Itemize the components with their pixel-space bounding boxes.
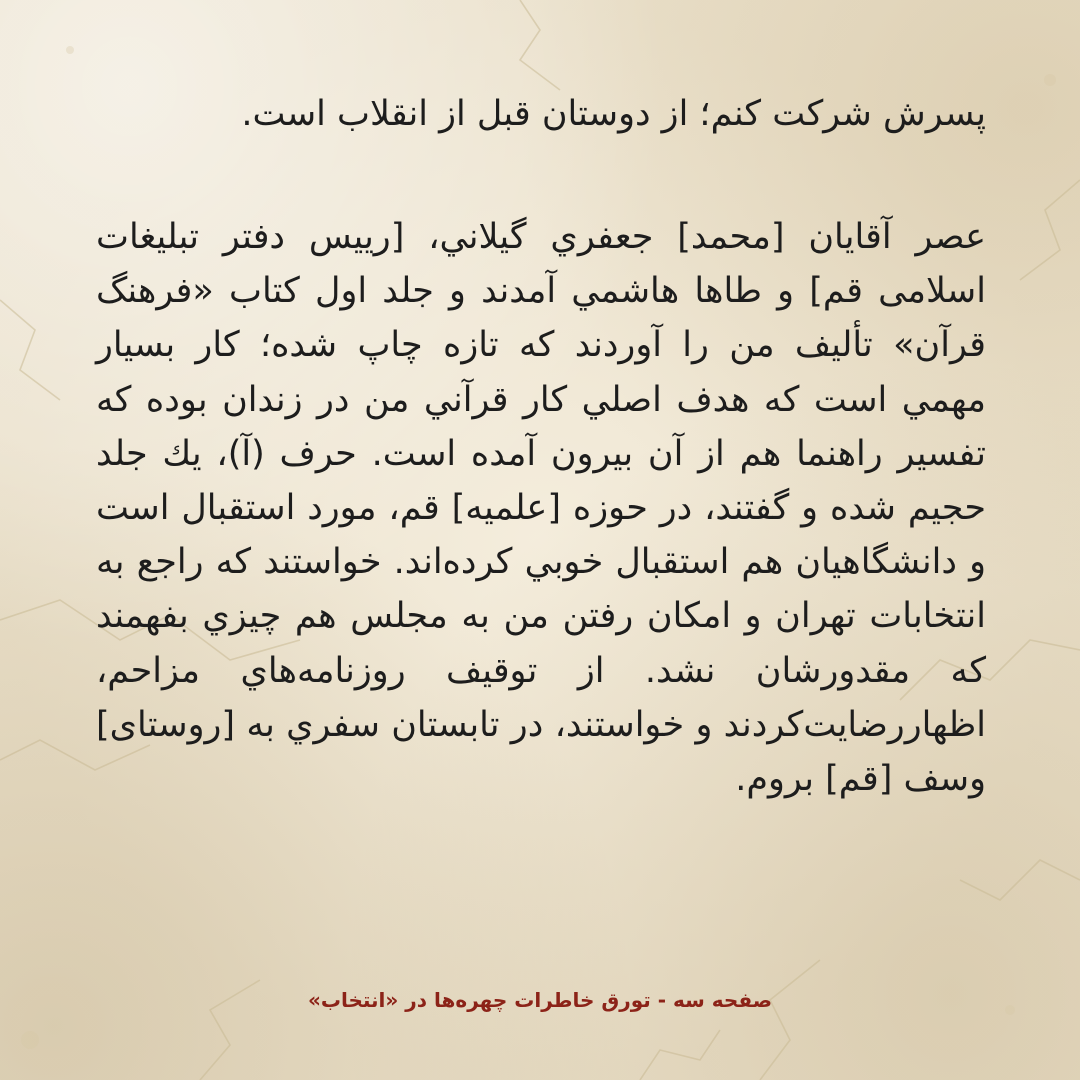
body-paragraph: عصر آقایان [محمد] جعفري گیلاني، [رییس دفتر تبلیغات اسلامی قم] و طاها هاشمي آمدند و جلد اول کتاب «فرهنگ قرآن» تألیف من را آوردند که تازه چاپ شده؛ کار بسیار مهمي است که هدف اصلي کار قرآني من در زندان بوده که تفسیر راهنما هم از آن بیرون آمده است. حرف (آ)، یك جلد حجیم شده و گفتند، در حوزه [علمیه] قم، مورد استقبال است و دانشگاهیان هم استقبال خوبي کرده‌اند. خواستند که راجع به انتخابات تهران و امکان رفتن من به مجلس هم چیزي بفهمند که مقدورشان نشد. از توقیف روزنامه‌هاي مزاحم، اظهاررضایت‌کردند و خواستند، در تابستان سفري به [روستای] وسف [قم] بروم. — [96, 217, 986, 800]
source-caption: صفحه سه - تورق خاطرات چهره‌ها در «انتخاب» — [307, 988, 773, 1012]
document-body — [96, 88, 986, 806]
intro-line: پسرش شرکت کنم؛ از دوستان قبل از انقلاب است. — [241, 94, 986, 134]
